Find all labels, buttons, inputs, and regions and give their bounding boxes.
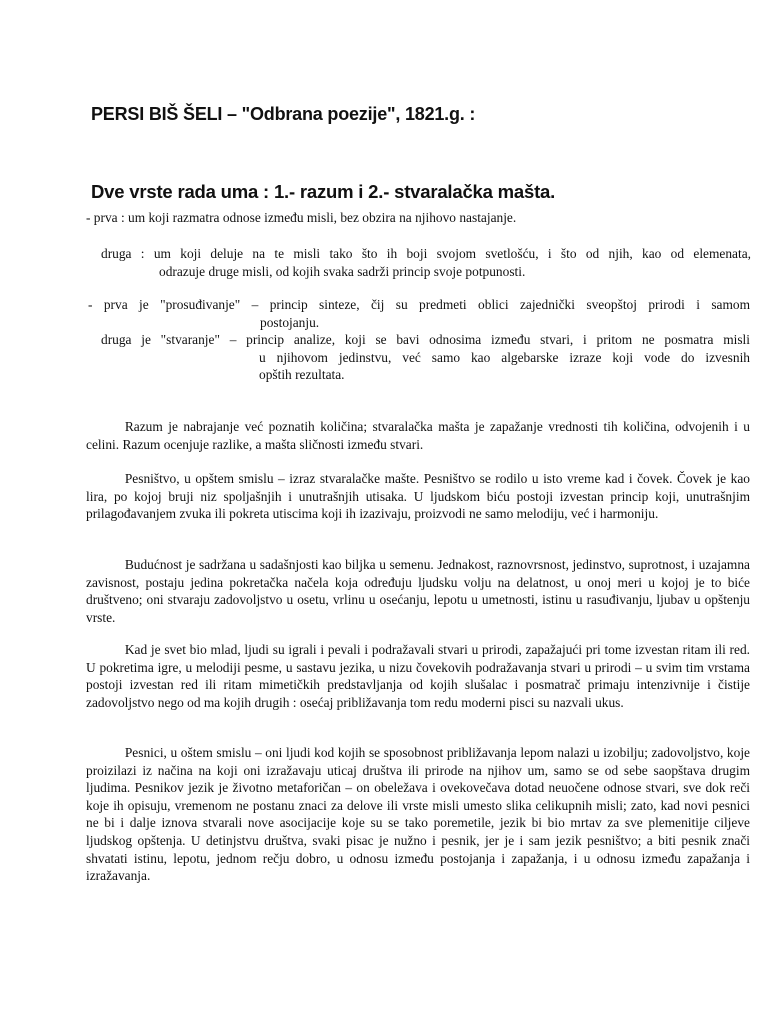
paragraph-text: Razum je nabrajanje već poznatih količina; stvaralačka mašta je zapažanje vrednosti tih količina, odvojenih i u celini. Razum ocenjuje razlike, a mašta sličnosti između stvari. (86, 419, 750, 452)
definition-druga (101, 245, 751, 280)
paragraph-buducnost (86, 556, 750, 626)
paragraph-razum (86, 418, 750, 453)
section-heading: Dve vrste rada uma : 1.- razum i 2.- stvaralačka mašta. (91, 181, 556, 202)
definition-stvaranje-line3: opštih rezultata. (259, 367, 345, 382)
paragraph-text: Kad je svet bio mlad, ljudi su igrali i pevali i podražavali stvari u prirodi, zapažajući pri tome izvestan ritam ili red. U pokretima igre, u melodiji pesme, u sastavu jezika, u nizu čovekovih podražavanja stvari u prirodi – u svim tim vrstama postoji izvestan red ili ritam mimetičkih predstavljanja od kojih slušalac i posmatrač primaju intenzivnije i čistije zadovoljstvo nego od ma kojih drugih : osećaj približavanja tom redu moderni pisci su nazvali ukus. (86, 642, 750, 710)
paragraph-text: Pesništvo, u opštem smislu – izraz stvaralačke mašte. Pesništvo se rodilo u isto vreme kad i čovek. Čovek je kao lira, po kojoj bruji niz spoljašnjih i unutrašnjih utisaka. U ljudskom biću postoji izvestan princip koji, unutrašnjim prilagođavanjem zvuka ili pokreta utiscima koji ih izazivaju, proizvodi ne samo melodiju, već i harmoniju. (86, 471, 750, 522)
definition-prosudjivanje-line1: - prva je "prosuđivanje" – princip sinteze, čij su predmeti oblici zajednički sveopštoj prirodi i samom (88, 297, 750, 312)
definition-druga-line1: druga : um koji deluje na te misli tako što ih boji svojom svetlošću, i što od njih, kao od elemenata, (101, 246, 751, 261)
definition-prosudjivanje (88, 296, 750, 331)
paragraph-pesnistvo (86, 470, 750, 523)
definition-stvaranje (101, 331, 750, 384)
paragraph-text: Budućnost je sadržana u sadašnjosti kao biljka u semenu. Jednakost, raznovrsnost, jedinstvo, suprotnost, i uzajamna zavisnost, postaju jedina pokretačka načela koja određuju ljudsku volju na delatnost, u onoj meri u kojoj je to biće društveno; oni stvaraju zadovoljstvo u osetu, vrlinu u osećanju, lepotu u umetnosti, istinu u rasuđivanju, ljubav u opštenju vrste. (86, 557, 750, 625)
definition-stvaranje-line2: u njihovom jedinstvu, već samo kao algebarske izraze koji vode do izvesnih (259, 349, 750, 365)
definition-prva: - prva : um koji razmatra odnose između misli, bez obzira na njihovo nastajanje. (86, 210, 517, 225)
page-title: PERSI BIŠ ŠELI – "Odbrana poezije", 1821.g. : (91, 104, 476, 124)
definition-stvaranje-line1: druga je "stvaranje" – princip analize, koji se bavi odnosima između stvari, i pritom ne posmatra misli (101, 332, 750, 347)
paragraph-pesnici (86, 744, 750, 885)
definition-prosudjivanje-line2: postojanju. (260, 314, 320, 330)
definition-druga-line2: odrazuje druge misli, od kojih svaka sadrži princip svoje potpunosti. (159, 263, 526, 279)
definitions-block (86, 209, 750, 227)
paragraph-text: Pesnici, u oštem smislu – oni ljudi kod kojih se sposobnost približavanja lepom nalazi u izobilju; zadovoljstvo, koje proizilazi iz načina na koji oni izražavaju uticaj društva ili prirode na njihov um, samo se od sebe saopštava drugim ljudima. Pesnikov jezik je životno metaforičan – on obeležava i ovekovečava dotad neuočene odnose stvari, sve dok reči koje ih opisuju, vremenom ne postanu znaci za delove ili vrste misli umesto slika celikupnih misli; zato, kad novi pesnici ne bi i dalje iznova stvarali nove asocijacije koje su se tako poremetile, jezik bi bio mrtav za sve plemenitije ciljeve ljudskog opštenja. U detinjstvu društva, svaki pisac je nužno i pesnik, jer je i sam jezik pesništvo; a biti pesnik znači shvatati istinu, lepotu, jednom rečju dobro, u odnosu između postojanja i zapažanja, i u odnosu između zapažanja i izražavanja. (86, 745, 750, 884)
paragraph-svet (86, 641, 750, 711)
